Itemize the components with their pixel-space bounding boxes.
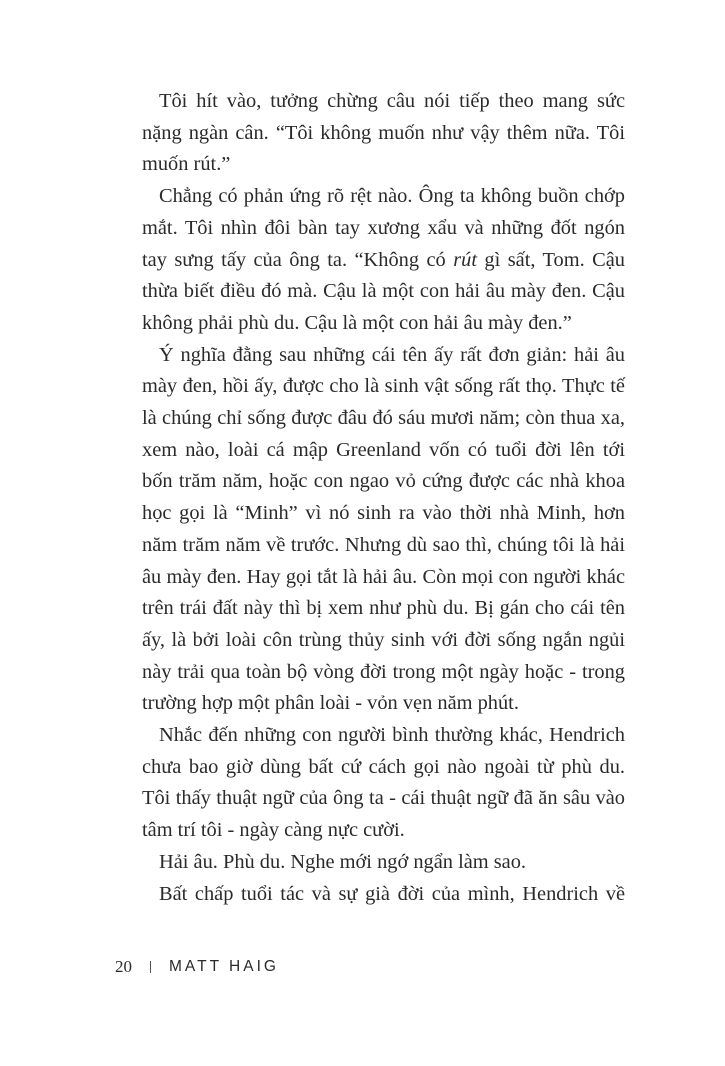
page-footer xyxy=(115,957,279,977)
paragraph-6-text: Bất chấp tuổi tác và sự già đời của mình, Hendrich về xyxy=(159,882,625,905)
paragraph-6 xyxy=(142,879,625,911)
paragraph-3 xyxy=(142,340,625,720)
page-number: 20 xyxy=(115,957,132,976)
body-text xyxy=(142,86,625,910)
paragraph-2-text-a: Chẳng có phản ứng rõ rệt nào. Ông ta không buồn chớp mắt. Tôi nhìn đôi bàn tay xương xẩu và những đốt ngón tay sưng tấy của ông ta. “Không có xyxy=(142,185,625,271)
paragraph-2-italic-word: rút xyxy=(453,248,477,271)
paragraph-4 xyxy=(142,720,625,847)
paragraph-5 xyxy=(142,847,625,879)
paragraph-1-text: Tôi hít vào, tưởng chừng câu nói tiếp theo mang sức nặng ngàn cân. “Tôi không muốn như vậy thêm nữa. Tôi muốn rút.” xyxy=(142,90,625,176)
paragraph-1 xyxy=(142,86,625,181)
paragraph-5-text: Hải âu. Phù du. Nghe mới ngớ ngẩn làm sao. xyxy=(159,850,527,873)
paragraph-2-text-b: gì sất, Tom. Cậu thừa biết điều đó mà. Cậu là một con hải âu mày đen. Cậu không phải phù du. Cậu là một con hải âu mày đen.” xyxy=(142,248,625,334)
paragraph-3-text: Ý nghĩa đằng sau những cái tên ấy rất đơn giản: hải âu mày đen, hồi ấy, được cho là sinh vật sống rất thọ. Thực tế là chúng chỉ sống được đâu đó sáu mươi năm; còn thua xa, xem nào, loài cá mập Greenland vốn có tuổi đời lên tới bốn trăm năm, hoặc con ngao vỏ cứng được các nhà khoa học gọi là “Minh” vì nó sinh ra vào thời nhà Minh, hơn năm trăm năm về trước. Nhưng dù sao thì, chúng tôi là hải âu mày đen. Hay gọi tắt là hải âu. Còn mọi con người khác trên trái đất này thì bị xem như phù du. Bị gán cho cái tên ấy, là bởi loài côn trùng thủy sinh với đời sống ngắn ngủi này trải qua toàn bộ vòng đời trong một ngày hoặc - trong trường hợp một phân loài - vỏn vẹn năm phút. xyxy=(142,343,625,715)
paragraph-2 xyxy=(142,181,625,340)
paragraph-4-text: Nhắc đến những con người bình thường khác, Hendrich chưa bao giờ dùng bất cứ cách gọi nào ngoài từ phù du. Tôi thấy thuật ngữ của ông ta - cái thuật ngữ đã ăn sâu vào tâm trí tôi - ngày càng nực cười. xyxy=(142,724,625,842)
author-name: MATT HAIG xyxy=(169,958,279,975)
footer-separator xyxy=(150,961,151,973)
